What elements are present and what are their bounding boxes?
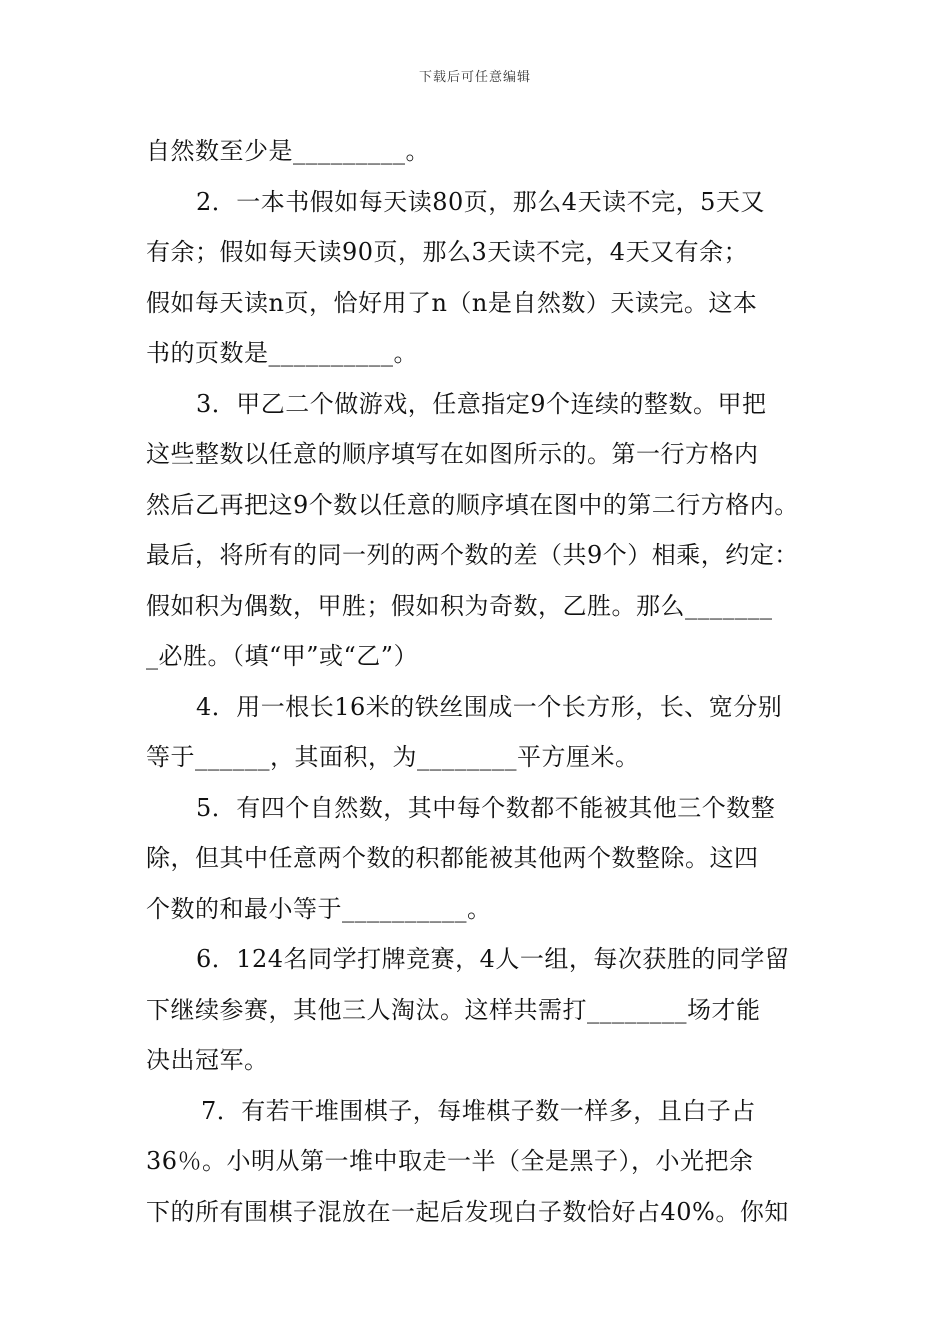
text-line: 书的页数是__________。 [146, 339, 418, 367]
text-line: 下的所有围棋子混放在一起后发现白子数恰好占40%。你知 [146, 1197, 789, 1226]
text-line: 除，但其中任意两个数的积都能被其他两个数整除。这四 [146, 844, 759, 872]
text-line: 假如每天读n页，恰好用了n（n是自然数）天读完。这本 [146, 288, 758, 317]
text-line: 这些整数以任意的顺序填写在如图所示的。第一行方格内 [146, 440, 759, 468]
document-body [146, 126, 810, 1237]
text-line: 等于______，其面积，为________平方厘米。 [146, 743, 640, 771]
question-6-line: 6．124名同学打牌竞赛，4人一组，每次获胜的同学留 [196, 945, 790, 973]
text-line: 36％。小明从第一堆中取走一半（全是黑子），小光把余 [146, 1147, 754, 1175]
text-line: 个数的和最小等于__________。 [146, 894, 492, 923]
text-line: 下继续参赛，其他三人淘汰。这样共需打________场才能 [146, 995, 761, 1024]
question-2-line: 2．一本书假如每天读80页，那么4天读不完，5天又 [196, 187, 765, 216]
text-line: 最后，将所有的同一列的两个数的差（共9个）相乘，约定： [146, 541, 799, 569]
text-line: 有余；假如每天读90页，那么3天读不完，4天又有余； [146, 238, 749, 266]
text-line: 然后乙再把这9个数以任意的顺序填在图中的第二行方格内。 [146, 490, 799, 519]
page-header: 下载后可任意编辑 [418, 70, 531, 85]
question-3-line: 3．甲乙二个做游戏，任意指定9个连续的整数。甲把 [196, 389, 767, 418]
question-7-line: 7．有若干堆围棋子，每堆棋子数一样多，且白子占 [201, 1096, 756, 1125]
text-line: 假如积为偶数，甲胜；假如积为奇数，乙胜。那么_______ [146, 591, 773, 620]
text-line: 自然数至少是_________。 [146, 137, 430, 165]
text-line: _必胜。（填“甲”或“乙”） [146, 642, 419, 670]
question-4-line: 4．用一根长16米的铁丝围成一个长方形，长、宽分别 [196, 692, 783, 721]
question-5-line: 5．有四个自然数，其中每个数都不能被其他三个数整 [196, 793, 776, 822]
text-line: 决出冠军。 [146, 1046, 269, 1074]
